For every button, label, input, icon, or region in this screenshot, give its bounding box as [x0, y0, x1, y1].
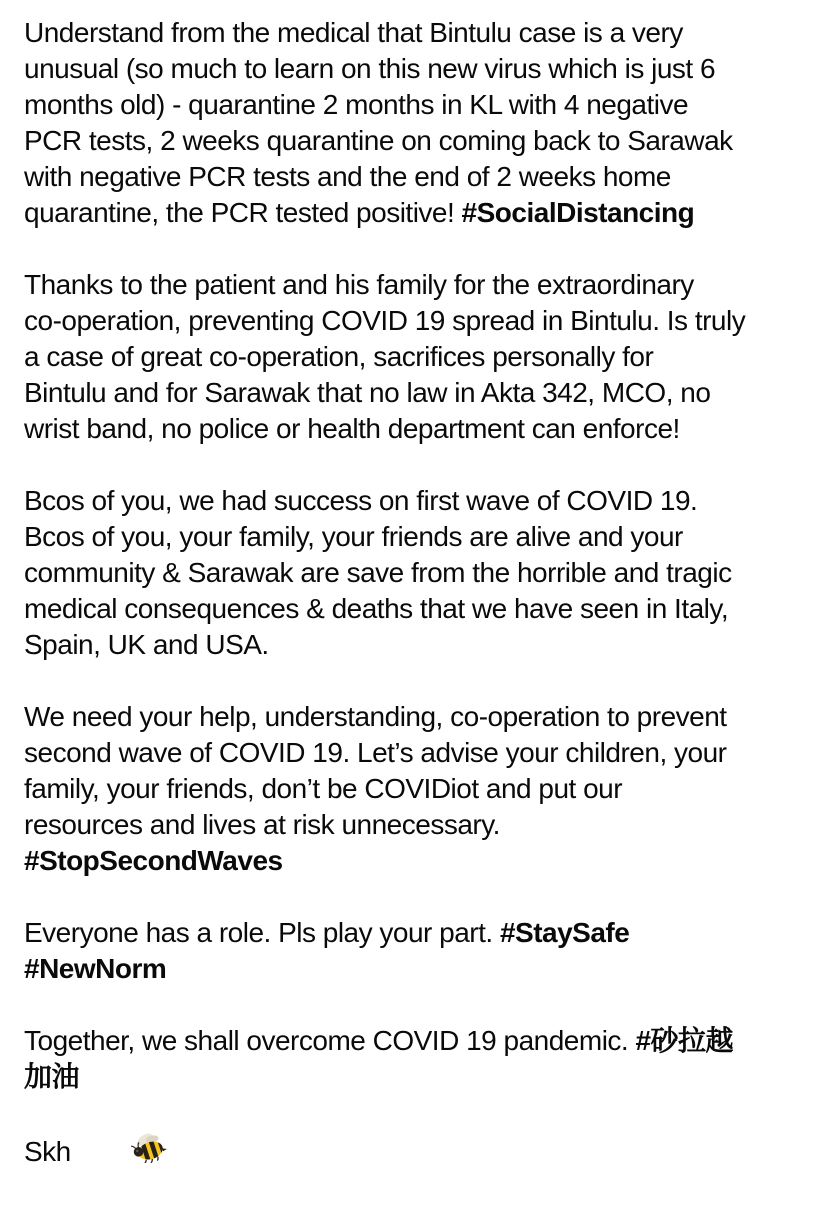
text-line: [24, 627, 808, 663]
paragraph: [24, 699, 808, 879]
text-segment: Bcos of you, your family, your friends are alive and your: [24, 521, 683, 552]
text-segment: wrist band, no police or health department can enforce!: [24, 413, 680, 444]
hashtag: #NewNorm: [24, 953, 167, 984]
text-line: [24, 699, 808, 735]
hashtag: 加油: [24, 1061, 80, 1092]
text-segment: Thanks to the patient and his family for the extraordinary: [24, 269, 694, 300]
text-line: [24, 159, 808, 195]
text-segment: Understand from the medical that Bintulu case is a very: [24, 17, 683, 48]
text-segment: co-operation, preventing COVID 19 spread in Bintulu. Is truly: [24, 305, 746, 336]
paragraph: [24, 915, 808, 987]
text-line: [24, 411, 808, 447]
text-segment: unusual (so much to learn on this new virus which is just 6: [24, 53, 716, 84]
signature-paragraph: [24, 1095, 808, 1208]
text-segment: quarantine, the PCR tested positive!: [24, 197, 462, 228]
paragraph: [24, 15, 808, 231]
text-line: [24, 771, 808, 807]
text-segment: resources and lives at risk unnecessary.: [24, 809, 500, 840]
text-line: [24, 735, 808, 771]
text-line: [24, 519, 808, 555]
text-line: [24, 483, 808, 519]
text-segment: We need your help, understanding, co-operation to prevent: [24, 701, 727, 732]
signature-text: Skh: [24, 1135, 71, 1167]
text-segment: Together, we shall overcome COVID 19 pandemic.: [24, 1025, 636, 1056]
text-segment: family, your friends, don’t be COVIDiot and put our: [24, 773, 623, 804]
text-line: [24, 843, 808, 879]
hashtag: #StopSecondWaves: [24, 845, 283, 876]
paragraph: [24, 1023, 808, 1095]
signature-line: [24, 1095, 808, 1208]
text-segment: Bintulu and for Sarawak that no law in Akta 342, MCO, no: [24, 377, 711, 408]
post-paragraphs: [24, 15, 808, 1095]
text-segment: Spain, UK and USA.: [24, 629, 269, 660]
text-line: [24, 123, 808, 159]
text-segment: a case of great co-operation, sacrifices personally for: [24, 341, 654, 372]
text-line: [24, 915, 808, 951]
text-segment: PCR tests, 2 weeks quarantine on coming back to Sarawak: [24, 125, 733, 156]
paragraph: [24, 483, 808, 663]
text-line: [24, 555, 808, 591]
text-line: [24, 195, 808, 231]
hashtag: #砂拉越: [635, 1025, 734, 1056]
text-segment: with negative PCR tests and the end of 2 weeks home: [24, 161, 671, 192]
text-segment: Bcos of you, we had success on first wave of COVID 19.: [24, 485, 698, 516]
text-line: [24, 951, 808, 987]
text-line: [24, 303, 808, 339]
text-segment: medical consequences & deaths that we have seen in Italy,: [24, 593, 729, 624]
text-line: [24, 15, 808, 51]
text-line: [24, 1059, 808, 1095]
hashtag: #StaySafe: [499, 917, 630, 948]
text-line: [24, 591, 808, 627]
text-line: [24, 267, 808, 303]
text-line: [24, 375, 808, 411]
text-segment: Everyone has a role. Pls play your part.: [24, 917, 500, 948]
paragraph: [24, 267, 808, 447]
text-line: [24, 1023, 808, 1059]
text-segment: months old) - quarantine 2 months in KL with 4 negative: [24, 89, 689, 120]
text-line: [24, 807, 808, 843]
bee-emoji-icon: [73, 1095, 167, 1208]
text-line: [24, 339, 808, 375]
text-line: [24, 51, 808, 87]
text-segment: second wave of COVID 19. Let’s advise your children, your: [24, 737, 727, 768]
text-line: [24, 87, 808, 123]
text-segment: community & Sarawak are save from the horrible and tragic: [24, 557, 732, 588]
hashtag: #SocialDistancing: [461, 197, 695, 228]
